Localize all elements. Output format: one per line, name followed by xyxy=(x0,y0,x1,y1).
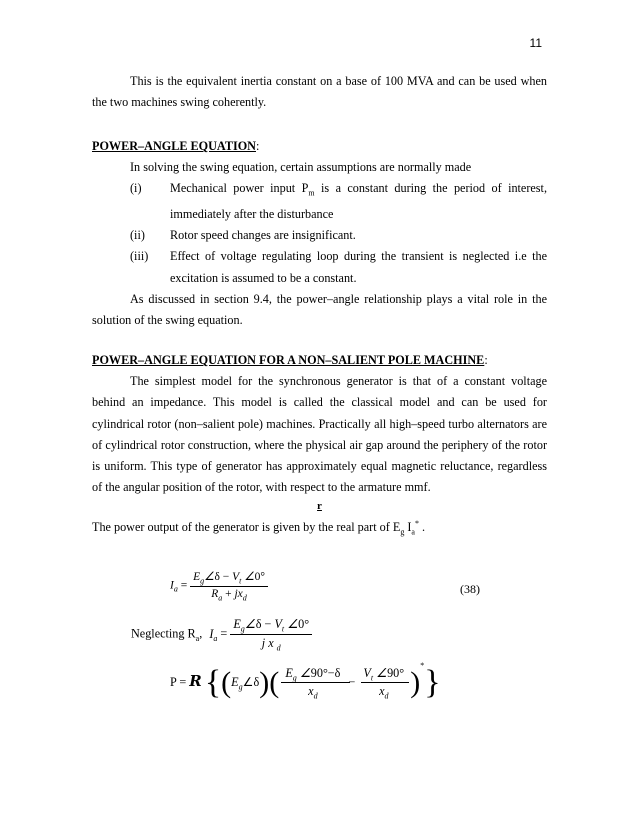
assumption-number: (iii) xyxy=(130,249,149,264)
assumption-text: Mechanical power input $P_m$ is a constant during the period of interest, immediately after the disturbance xyxy=(170,181,547,222)
paragraph-inertia xyxy=(92,71,547,113)
page-number: 11 xyxy=(529,36,542,50)
assumption-text: Rotor speed changes are insignificant. xyxy=(170,228,356,243)
para-model: The simplest model for the synchronous generator is that of a constant voltage behind an impedance. This model is called the classical model and can be used for cylindrical rotor (non–salient pole) machines. Practically all high–speed turbo alternators are of cylindrical rotor construction, where the physical air gap around the periphery of the rotor is uniform. This type of generator has approximately equal magnetic reluctance, regardless of the angular position of the rotor, with respect to the armature mmf. xyxy=(92,374,547,495)
vector-mark: r xyxy=(317,500,322,513)
fraction-bar xyxy=(281,682,350,683)
section-non-salient xyxy=(92,350,547,543)
equation-number: (38) xyxy=(460,582,480,596)
assumption-number: (ii) xyxy=(130,228,145,243)
assumption-text: Effect of voltage regulating loop during the transient is neglected i.e the excitation is assumed to be a constant. xyxy=(170,249,547,285)
heading-non-salient: POWER–ANGLE EQUATION FOR A NON–SALIENT POLE MACHINE xyxy=(92,353,485,367)
power-equation: P = R {$(E_g\angle\delta)$( $E_g$ ∠90°−δ $x_d$ − $V_t$ ∠90° $x_d$ )*} xyxy=(170,661,441,702)
para-discussed: As discussed in section 9.4, the power–angle relationship plays a vital role in the solution of the swing equation. xyxy=(92,291,547,328)
neglecting-line: Neglecting $R_a$, $I_a$ = $\frac{E_g\angle\delta - V_t \angle 0^\circ}{j x _d}$ xyxy=(131,617,312,653)
assumptions-intro: In solving the swing equation, certain assumptions are normally made xyxy=(130,160,472,175)
heading-power-angle: POWER–ANGLE EQUATION xyxy=(92,139,256,153)
power-output-line: The power output of the generator is given by the real part of $E_g$ $I_a^*$ . xyxy=(92,519,426,537)
assumption-item xyxy=(92,246,547,288)
fraction-bar xyxy=(361,682,409,683)
assumption-item xyxy=(92,225,547,246)
real-part-symbol: R xyxy=(189,672,202,690)
heading-colon: : xyxy=(255,139,260,153)
assumption-number: (i) xyxy=(130,181,142,196)
heading-colon: : xyxy=(484,353,488,367)
equation-38: $I_a$ = $\frac{E_g\angle\delta - V_t \angle 0^\circ}{R_a + jx_d}$ xyxy=(170,569,268,603)
assumption-item xyxy=(92,178,547,225)
section-power-angle xyxy=(92,136,547,331)
para-inertia-text: This is the equivalent inertia constant on a base of 100 MVA and can be used when the two machines swing coherently. xyxy=(92,74,547,110)
